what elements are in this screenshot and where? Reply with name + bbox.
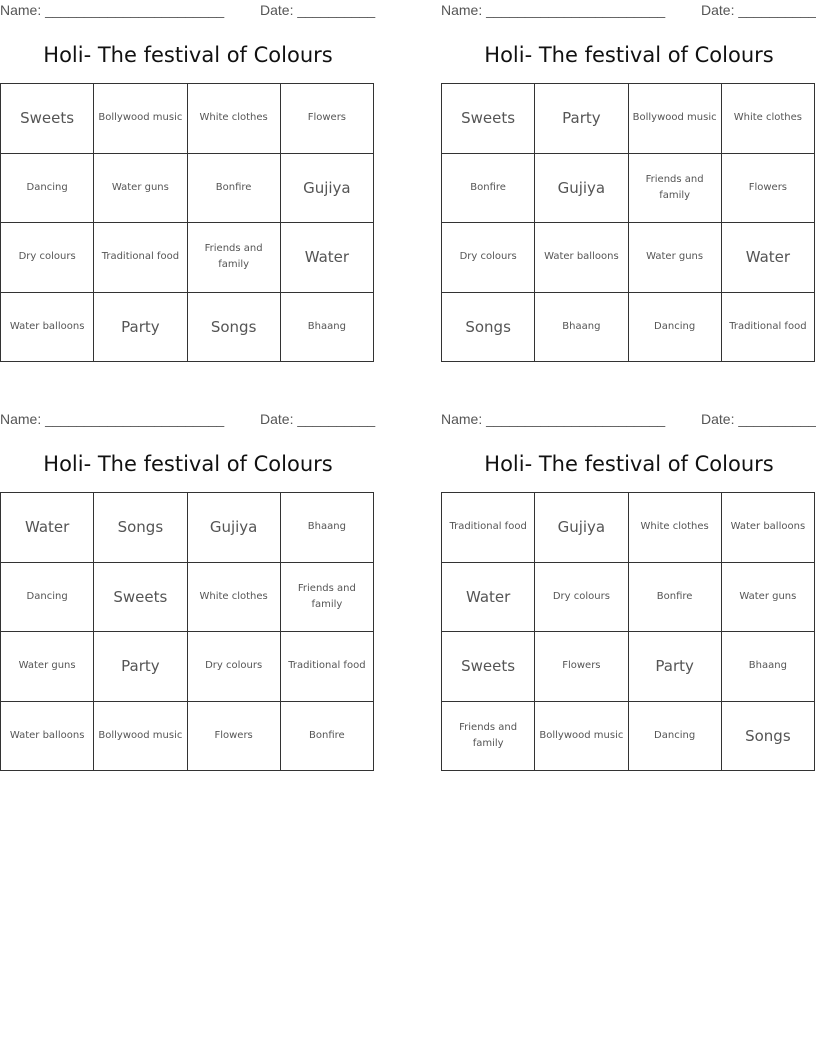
grid-cell: Bhaang — [280, 493, 373, 563]
grid-cell: Flowers — [535, 632, 628, 702]
grid-cell: Water balloons — [1, 701, 94, 771]
grid-cell: Water balloons — [1, 292, 94, 362]
grid-cell: Flowers — [280, 84, 373, 154]
grid-cell: Water — [280, 223, 373, 293]
date-field: Date: __________ — [260, 2, 376, 18]
grid-row — [1, 84, 374, 154]
grid-cell: Water guns — [628, 223, 721, 293]
grid-cell: Bonfire — [628, 562, 721, 632]
grid-cell: Songs — [187, 292, 280, 362]
grid-cell: Party — [535, 84, 628, 154]
date-field: Date: __________ — [260, 411, 376, 427]
grid-cell: Dry colours — [442, 223, 535, 293]
name-date-row — [0, 0, 376, 20]
grid-cell: Bonfire — [280, 701, 373, 771]
grid-cell: Dry colours — [187, 632, 280, 702]
grid-cell: Traditional food — [280, 632, 373, 702]
grid-cell: Bollywood music — [94, 701, 187, 771]
name-date-row — [441, 409, 816, 429]
grid-row — [442, 493, 815, 563]
grid-cell: Gujiya — [535, 493, 628, 563]
grid-row — [442, 292, 815, 362]
grid-cell: Party — [94, 632, 187, 702]
grid-row — [1, 223, 374, 293]
grid-cell: Traditional food — [721, 292, 814, 362]
grid-cell: Water guns — [1, 632, 94, 702]
grid-cell: Friends and family — [280, 562, 373, 632]
bingo-grid — [0, 83, 374, 362]
grid-cell: Bollywood music — [94, 84, 187, 154]
card-title: Holi- The festival of Colours — [484, 43, 774, 67]
grid-cell: Bhaang — [535, 292, 628, 362]
grid-row — [1, 701, 374, 771]
grid-row — [1, 153, 374, 223]
grid-cell: Dancing — [1, 153, 94, 223]
grid-cell: Flowers — [187, 701, 280, 771]
grid-cell: White clothes — [187, 84, 280, 154]
grid-cell: Sweets — [442, 84, 535, 154]
grid-row — [1, 632, 374, 702]
grid-cell: Songs — [442, 292, 535, 362]
grid-row — [442, 223, 815, 293]
grid-row — [442, 632, 815, 702]
bingo-card-4 — [441, 409, 816, 779]
grid-row — [1, 493, 374, 563]
grid-row — [442, 701, 815, 771]
grid-cell: Dancing — [1, 562, 94, 632]
grid-cell: Sweets — [94, 562, 187, 632]
grid-cell: Bhaang — [721, 632, 814, 702]
grid-cell: Bonfire — [187, 153, 280, 223]
bingo-card-3 — [0, 409, 376, 779]
grid-cell: White clothes — [721, 84, 814, 154]
grid-cell: Bhaang — [280, 292, 373, 362]
grid-cell: Gujiya — [280, 153, 373, 223]
grid-cell: Traditional food — [94, 223, 187, 293]
grid-cell: Water balloons — [535, 223, 628, 293]
grid-cell: Bollywood music — [535, 701, 628, 771]
grid-row — [442, 562, 815, 632]
grid-cell: Songs — [94, 493, 187, 563]
grid-cell: Water guns — [94, 153, 187, 223]
grid-cell: Flowers — [721, 153, 814, 223]
grid-row — [1, 562, 374, 632]
name-field: Name: _______________________ — [441, 411, 666, 427]
grid-cell: Friends and family — [187, 223, 280, 293]
grid-cell: Dry colours — [535, 562, 628, 632]
grid-cell: Dancing — [628, 701, 721, 771]
grid-cell: Friends and family — [628, 153, 721, 223]
name-date-row — [0, 409, 376, 429]
grid-cell: White clothes — [187, 562, 280, 632]
bingo-grid — [441, 83, 815, 362]
card-title: Holi- The festival of Colours — [484, 452, 774, 476]
card-title: Holi- The festival of Colours — [43, 452, 333, 476]
name-field: Name: _______________________ — [441, 2, 666, 18]
grid-row — [442, 84, 815, 154]
grid-cell: Gujiya — [535, 153, 628, 223]
grid-cell: Party — [94, 292, 187, 362]
grid-cell: Traditional food — [442, 493, 535, 563]
grid-cell: Sweets — [1, 84, 94, 154]
grid-cell: Party — [628, 632, 721, 702]
grid-cell: Water — [1, 493, 94, 563]
name-field: Name: _______________________ — [0, 2, 225, 18]
bingo-card-1 — [0, 0, 376, 370]
bingo-card-2 — [441, 0, 816, 370]
grid-cell: Sweets — [442, 632, 535, 702]
grid-cell: Water balloons — [721, 493, 814, 563]
grid-cell: White clothes — [628, 493, 721, 563]
card-title: Holi- The festival of Colours — [43, 43, 333, 67]
bingo-grid — [441, 492, 815, 771]
date-field: Date: __________ — [701, 2, 816, 18]
grid-cell: Water guns — [721, 562, 814, 632]
date-field: Date: __________ — [701, 411, 816, 427]
name-field: Name: _______________________ — [0, 411, 225, 427]
grid-row — [442, 153, 815, 223]
bingo-grid — [0, 492, 374, 771]
grid-cell: Water — [442, 562, 535, 632]
grid-cell: Friends and family — [442, 701, 535, 771]
grid-cell: Songs — [721, 701, 814, 771]
grid-cell: Gujiya — [187, 493, 280, 563]
grid-row — [1, 292, 374, 362]
grid-cell: Bollywood music — [628, 84, 721, 154]
grid-cell: Water — [721, 223, 814, 293]
name-date-row — [441, 0, 816, 20]
grid-cell: Dry colours — [1, 223, 94, 293]
grid-cell: Bonfire — [442, 153, 535, 223]
grid-cell: Dancing — [628, 292, 721, 362]
